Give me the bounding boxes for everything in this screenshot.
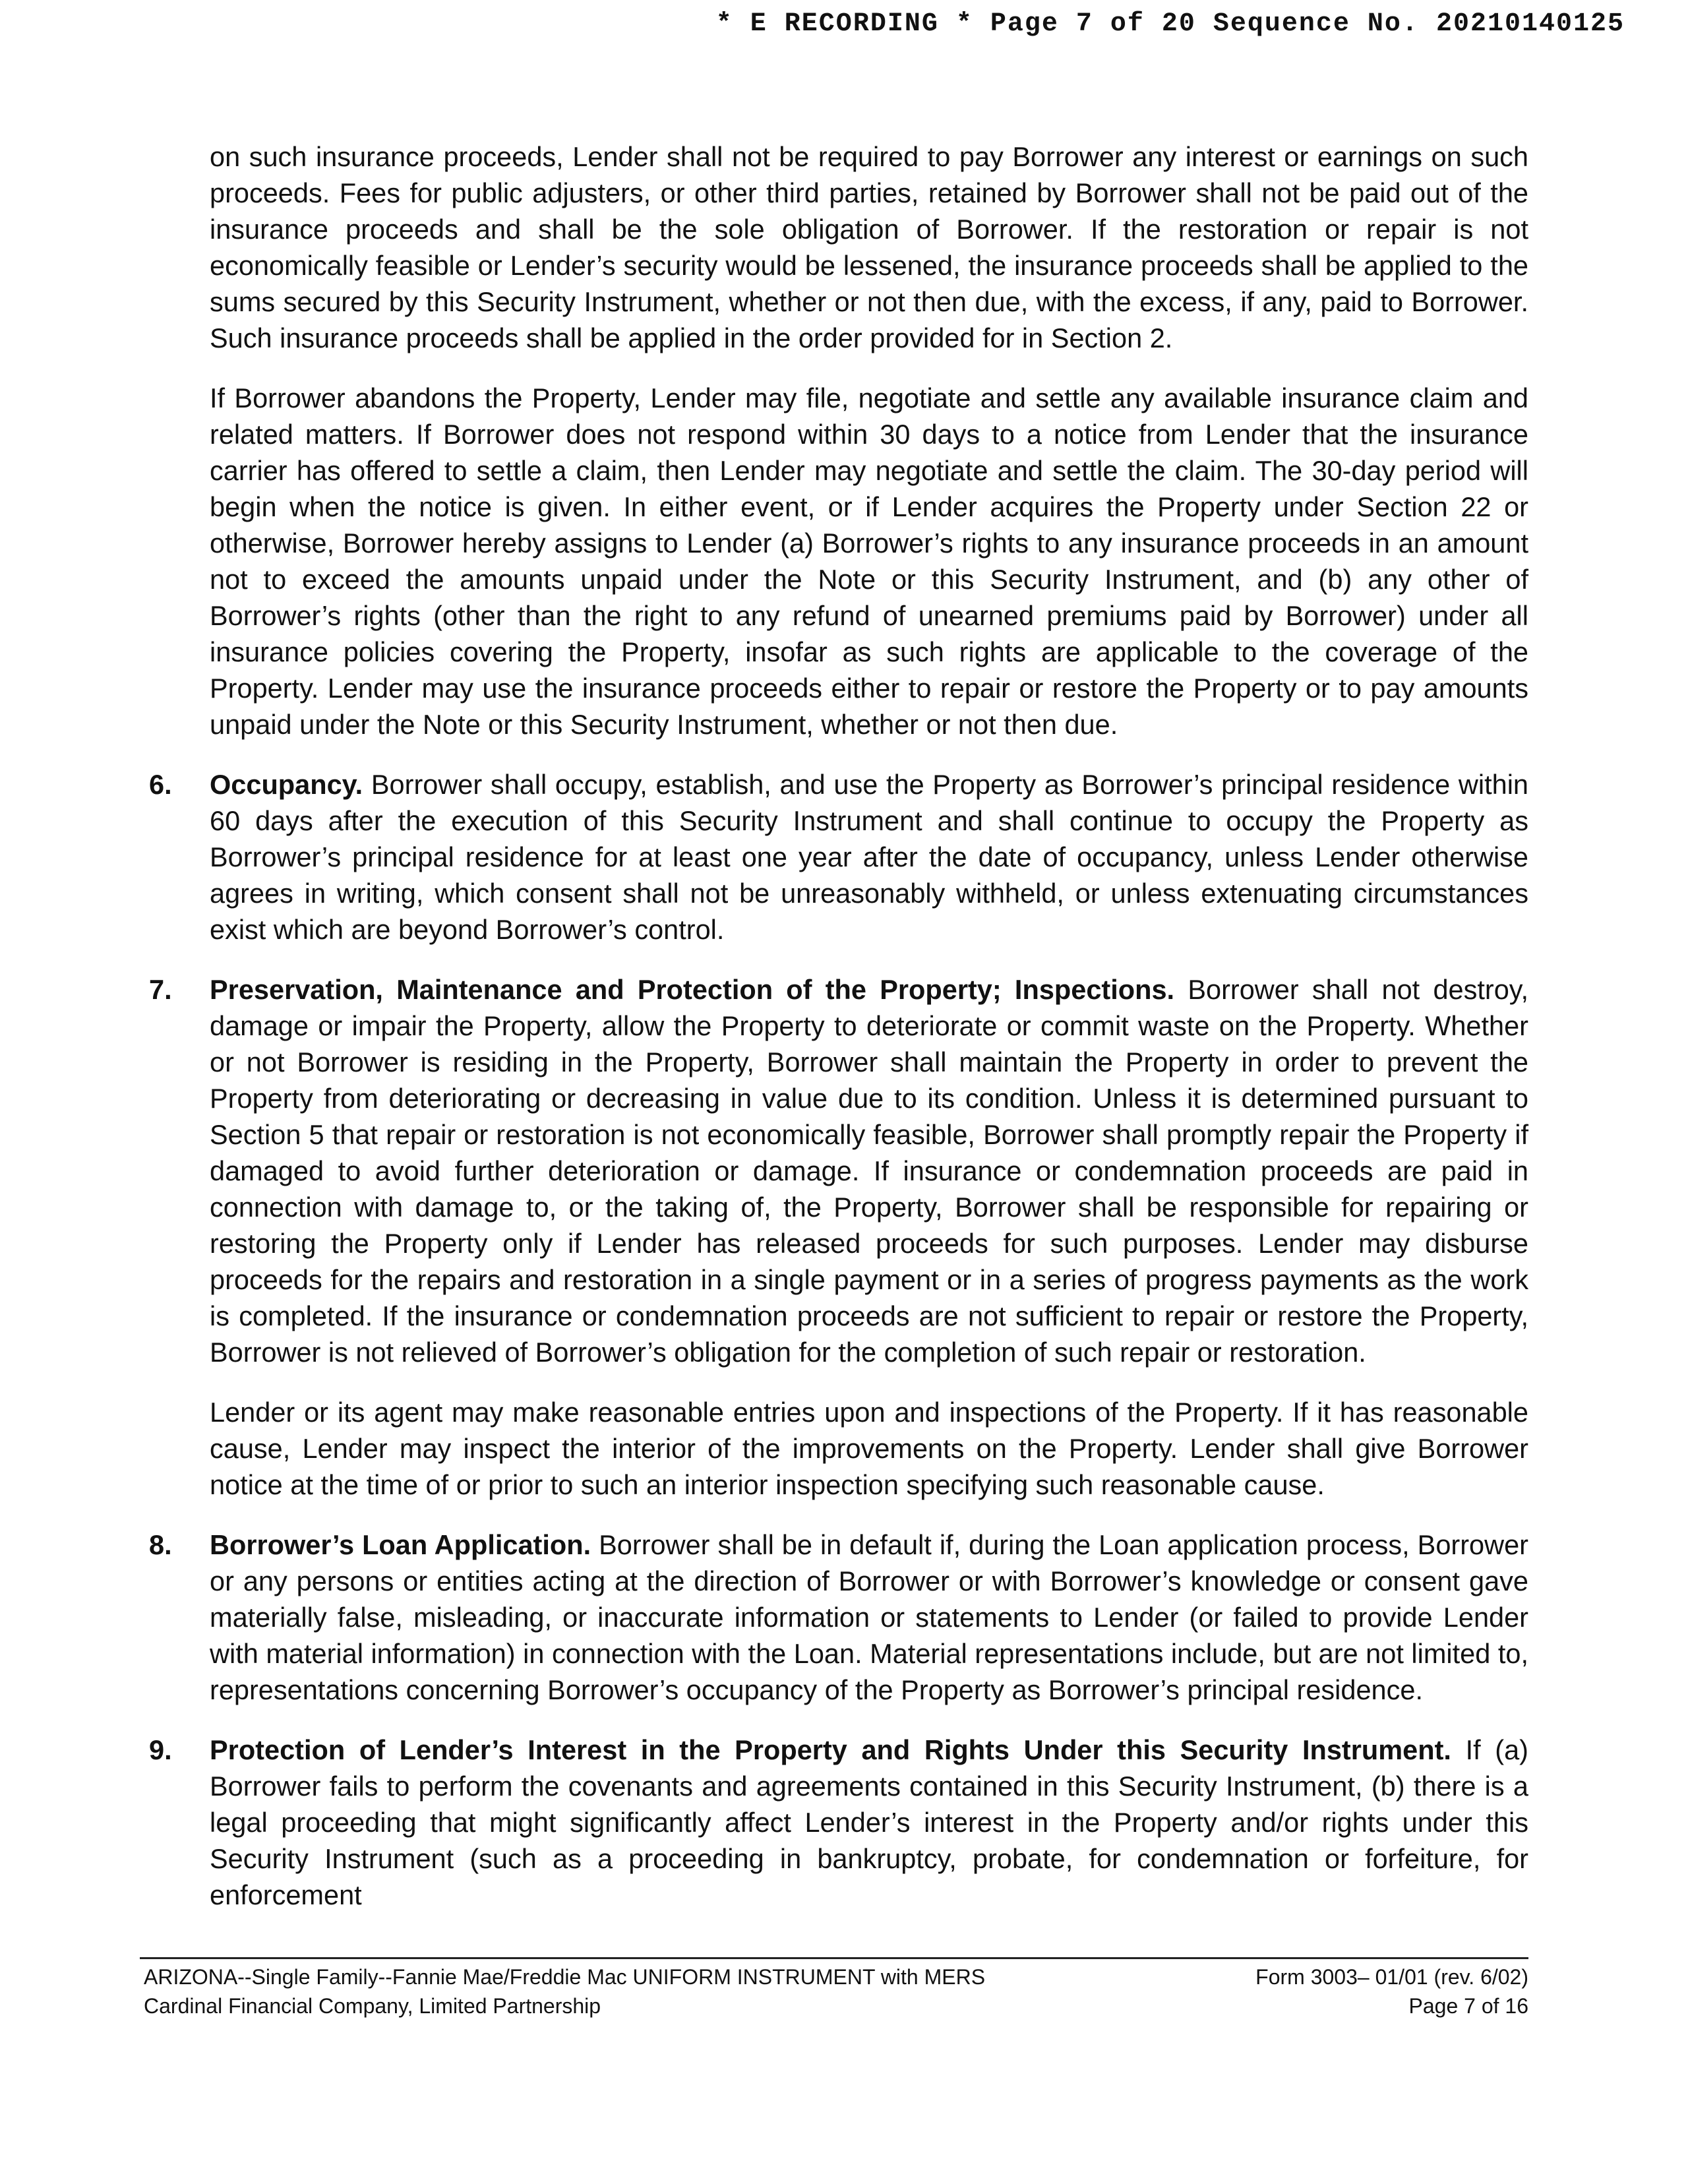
footer-right	[1255, 1962, 1528, 2020]
section-number: 6.	[149, 769, 172, 800]
paragraph-insurance-proceeds: on such insurance proceeds, Lender shall not be required to pay Borrower any interest or earnings on such proceeds. Fees for public adjusters, or other third parties, retained by Borrower shall not be paid out of the insurance proceeds and shall be the sole obligation of Borrower. If the restoration or repair is not economically feasible or Lender’s security would be lessened, the insurance proceeds shall be applied to the sums secured by this Security Instrument, whether or not then due, with the excess, if any, paid to Borrower. Such insurance proceeds shall be applied in the order provided for in Section 2.	[210, 141, 1528, 353]
section-title: Protection of Lender’s Interest in the Property and Rights Under this Security Instrument.	[210, 1734, 1451, 1765]
section-text: Borrower shall not destroy, damage or impair the Property, allow the Property to deteriorate or commit waste on the Property. Whether or not Borrower is residing in the Property, Borrower shall maintain the Property in order to prevent the Property from deteriorating or decreasing in value due to its condition. Unless it is determined pursuant to Section 5 that repair or restoration is not economically feasible, Borrower shall promptly repair the Property if damaged to avoid further deterioration or damage. If insurance or condemnation proceeds are paid in connection with damage to, or the taking of, the Property, Borrower shall be responsible for repairing or restoring the Property only if Lender has released proceeds for such purposes. Lender may disburse proceeds for the repairs and restoration in a single payment or in a series of progress payments as the work is completed. If the insurance or condemnation proceeds are not sufficient to repair or restore the Property, Borrower is not relieved of Borrower’s obligation for the completion of such repair or restoration.	[210, 974, 1528, 1368]
section-sub-paragraph: Lender or its agent may make reasonable entries upon and inspections of the Property. If it has reasonable cause, Lender may inspect the interior of the improvements on the Property. Lender shall give Borrower notice at the time of or prior to such an interior inspection specifying such reasonable cause.	[210, 1397, 1528, 1500]
footer-company: Cardinal Financial Company, Limited Partnership	[144, 1994, 601, 2018]
section-text: If (a) Borrower fails to perform the covenants and agreements contained in this Security Instrument, (b) there is a legal proceeding that might significantly affect Lender’s interest in the Property and/or rights under this Security Instrument (such as a proceeding in bankruptcy, probate, for condemnation or forfeiture, for enforcement	[210, 1734, 1528, 1910]
section-paragraph	[210, 971, 1528, 1370]
footer-form-name: ARIZONA--Single Family--Fannie Mae/Freddie Mac UNIFORM INSTRUMENT with MERS	[144, 1965, 986, 1989]
section-number: 8.	[149, 1529, 172, 1560]
footer-left	[144, 1962, 985, 2020]
section-paragraph	[210, 766, 1528, 948]
section-title: Preservation, Maintenance and Protection of the Property; Inspections.	[210, 974, 1175, 1005]
document-body	[149, 138, 1529, 1937]
paragraph-abandonment: If Borrower abandons the Property, Lender may file, negotiate and settle any available insurance claim and related matters. If Borrower does not respond within 30 days to a notice from Lender that the insurance carrier has offered to settle a claim, then Lender may negotiate and settle the claim. The 30-day period will begin when the notice is given. In either event, or if Lender acquires the Property under Section 22 or otherwise, Borrower hereby assigns to Lender (a) Borrower’s rights to any insurance proceeds in an amount not to exceed the amounts unpaid under the Note or this Security Instrument, and (b) any other of Borrower’s rights (other than the right to any refund of unearned premiums paid by Borrower) under all insurance policies covering the Property, insofar as such rights are applicable to the coverage of the Property. Lender may use the insurance proceeds either to repair or restore the Property or to pay amounts unpaid under the Note or this Security Instrument, whether or not then due.	[210, 382, 1528, 740]
recording-header: * E RECORDING * Page 7 of 20 Sequence No. 20210140125	[715, 9, 1625, 39]
section-number: 7.	[149, 974, 172, 1005]
section-text: Borrower shall be in default if, during the Loan application process, Borrower or any persons or entities acting at the direction of Borrower or with Borrower’s knowledge or consent gave materially false, misleading, or inaccurate information or statements to Lender (or failed to provide Lender with material information) in connection with the Loan. Material representations include, but are not limited to, representations concerning Borrower’s occupancy of the Property as Borrower’s principal residence.	[210, 1529, 1528, 1705]
section-title: Occupancy.	[210, 769, 363, 800]
section-number: 9.	[149, 1734, 172, 1765]
section-paragraph	[210, 1527, 1528, 1708]
section-7-preservation	[149, 971, 1528, 1503]
footer-form-number: Form 3003– 01/01 (rev. 6/02)	[1255, 1965, 1528, 1989]
section-title: Borrower’s Loan Application.	[210, 1529, 591, 1560]
section-9-protection	[149, 1732, 1528, 1913]
section-8-loan-application	[149, 1527, 1528, 1708]
footer-page-number: Page 7 of 16	[1408, 1994, 1528, 2018]
section-paragraph	[210, 1732, 1528, 1913]
footer-divider	[140, 1957, 1528, 1959]
section-6-occupancy	[149, 766, 1529, 948]
section-text: Borrower shall occupy, establish, and use the Property as Borrower’s principal residence within 60 days after the execution of this Security Instrument and shall continue to occupy the Property as Borrower’s principal residence for at least one year after the date of occupancy, unless Lender otherwise agrees in writing, which consent shall not be unreasonably withheld, or unless extenuating circumstances exist which are beyond Borrower’s control.	[210, 769, 1529, 945]
